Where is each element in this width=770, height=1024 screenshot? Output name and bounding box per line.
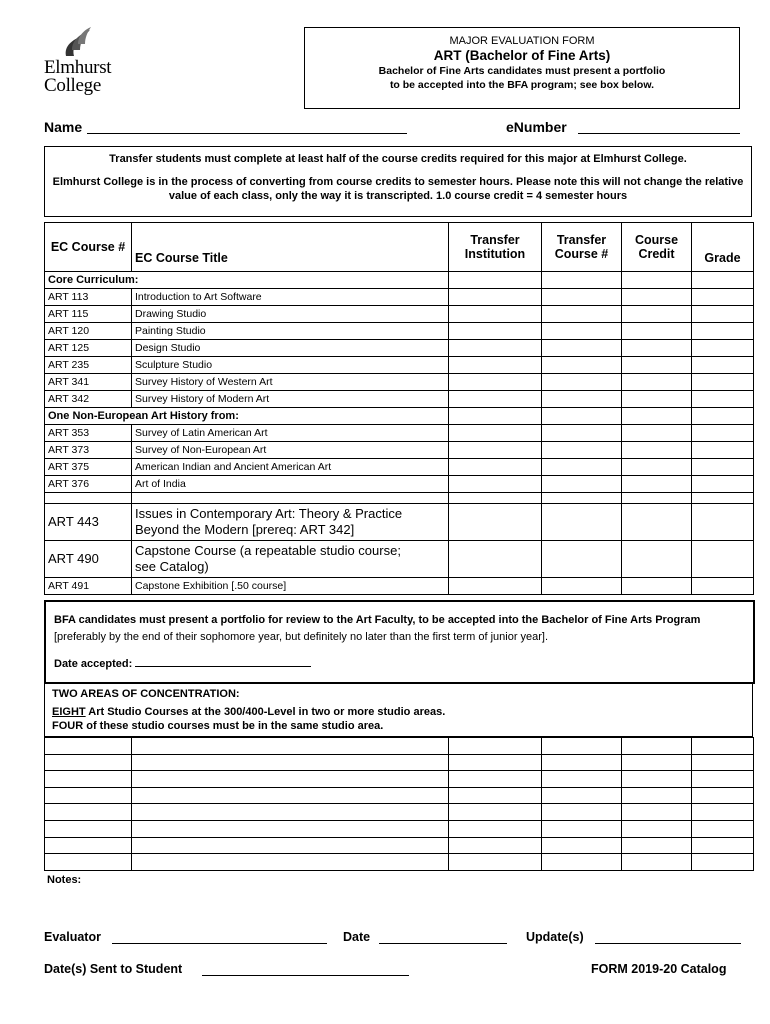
form-subtitle-line1: Bachelor of Fine Arts candidates must present a portfolio [378,65,666,77]
concentration-box [44,684,753,737]
concentration-eight: EIGHT [52,706,86,718]
cell-blank[interactable] [622,804,692,821]
section-label-noneuropean: One Non-European Art History from: [45,408,449,425]
transfer-course-cell[interactable] [542,391,622,408]
transfer-course-cell[interactable] [542,289,622,306]
course-title-line2: Beyond the Modern [prereq: ART 342] [135,522,355,537]
cell-blank[interactable] [45,754,132,771]
bfa-bold-text: BFA candidates must present a portfolio for review to the Art Faculty, to be accepted into the Bachelor of Fine Arts Program [54,614,701,626]
transfer-institution-cell[interactable] [449,541,542,578]
course-code: ART 125 [45,340,132,357]
cell-blank[interactable] [132,804,449,821]
section-row-noneuropean [45,408,754,425]
logo-word-college: College [44,75,101,96]
transfer-course-cell[interactable] [542,504,622,541]
evaluator-label: Evaluator [44,930,101,944]
course-title: Introduction to Art Software [132,289,449,306]
transfer-course-cell[interactable] [542,306,622,323]
course-code: ART 235 [45,357,132,374]
form-title-box [304,27,740,109]
cell-blank [132,493,449,504]
cell-blank[interactable] [449,854,542,871]
cell-blank[interactable] [45,771,132,788]
grade-cell[interactable] [692,391,754,408]
table-row [45,374,754,391]
course-title: Survey of Latin American Art [132,425,449,442]
course-code: ART 341 [45,374,132,391]
course-title: Survey History of Western Art [132,374,449,391]
grade-cell[interactable] [692,459,754,476]
table-row [45,787,754,804]
cell-blank[interactable] [622,493,692,504]
evaluator-field[interactable] [112,943,327,944]
course-title: Survey History of Modern Art [132,391,449,408]
cell-blank[interactable] [449,787,542,804]
cell-blank[interactable] [132,854,449,871]
header-grade: Grade [692,223,754,272]
date-accepted-label: Date accepted: [54,658,136,670]
course-title: Survey of Non-European Art [132,442,449,459]
cell-blank[interactable] [692,272,754,289]
cell-blank[interactable] [45,738,132,755]
table-row [45,820,754,837]
table-row [45,459,754,476]
cell-blank[interactable] [45,837,132,854]
cell-blank[interactable] [45,804,132,821]
updates-field[interactable] [595,943,741,944]
table-row [45,578,754,595]
transfer-notice-line2: Elmhurst College is in the process of converting from course credits to semester hours. Please note this will not change the relative value of each class, only the way it is transcripted. 1.0 course credit = 4 semester hours [52,176,744,202]
credit-cell[interactable] [622,357,692,374]
spacer-row [45,493,754,504]
course-title-line2: see Catalog) [135,559,209,574]
course-title [132,504,449,541]
cell-blank[interactable] [449,408,542,425]
cell-blank[interactable] [622,820,692,837]
table-row [45,804,754,821]
grade-cell[interactable] [692,340,754,357]
bfa-rest-text: [preferably by the end of their sophomore year, but definitely no later than the first term of junior year]. [54,631,549,643]
form-subtitle-line2: to be accepted into the BFA program; see box below. [389,79,655,91]
cell-blank[interactable] [449,820,542,837]
cell-blank[interactable] [622,837,692,854]
course-table [44,222,754,595]
credit-cell[interactable] [622,476,692,493]
course-title-line1: Capstone Course (a repeatable studio course; [135,543,401,558]
credit-cell[interactable] [622,391,692,408]
cell-blank[interactable] [449,493,542,504]
course-code: ART 120 [45,323,132,340]
table-row [45,771,754,788]
cell-blank[interactable] [542,493,622,504]
transfer-course-cell[interactable] [542,442,622,459]
concentration-line1-rest: Art Studio Courses at the 300/400-Level in two or more studio areas. [85,706,446,718]
table-row [45,289,754,306]
cell-blank[interactable] [692,771,754,788]
transfer-course-cell[interactable] [542,323,622,340]
cell-blank[interactable] [132,754,449,771]
grade-cell[interactable] [692,323,754,340]
date-accepted-row [54,655,745,673]
course-title-line1: Issues in Contemporary Art: Theory & Practice [135,506,403,521]
course-code: ART 490 [45,541,132,578]
cell-blank[interactable] [132,820,449,837]
credit-cell[interactable] [622,442,692,459]
grade-cell[interactable] [692,442,754,459]
cell-blank[interactable] [45,787,132,804]
transfer-institution-cell[interactable] [449,374,542,391]
credit-cell[interactable] [622,504,692,541]
course-code: ART 115 [45,306,132,323]
cell-blank[interactable] [542,272,622,289]
cell-blank[interactable] [622,771,692,788]
course-code: ART 443 [45,504,132,541]
table-row [45,357,754,374]
cell-blank[interactable] [542,804,622,821]
course-title: American Indian and Ancient American Art [132,459,449,476]
date-sent-field[interactable] [202,975,409,976]
transfer-institution-cell[interactable] [449,357,542,374]
grade-cell[interactable] [692,578,754,595]
cell-blank[interactable] [692,754,754,771]
name-field[interactable] [87,133,407,134]
table-row [45,854,754,871]
table-row [45,476,754,493]
concentration-line2: FOUR of these studio courses must be in the same studio area. [52,720,384,732]
cell-blank[interactable] [542,754,622,771]
date-accepted-field[interactable] [135,655,311,667]
transfer-institution-cell[interactable] [449,289,542,306]
header-transfer-course: Transfer Course # [542,223,622,272]
course-code: ART 113 [45,289,132,306]
cell-blank[interactable] [692,804,754,821]
transfer-notice-line1: Transfer students must complete at least half of the course credits required for this major at Elmhurst College. [109,153,687,165]
course-title: Design Studio [132,340,449,357]
transfer-course-cell[interactable] [542,476,622,493]
transfer-institution-cell[interactable] [449,442,542,459]
transfer-course-cell[interactable] [542,425,622,442]
cell-blank[interactable] [622,787,692,804]
notes-label: Notes: [47,874,82,886]
credit-cell[interactable] [622,374,692,391]
table-row [45,323,754,340]
form-label: MAJOR EVALUATION FORM [449,35,595,47]
transfer-institution-cell[interactable] [449,340,542,357]
course-title: Capstone Exhibition [.50 course] [132,578,449,595]
credit-cell[interactable] [622,541,692,578]
table-row [45,837,754,854]
header-transfer-institution: Transfer Institution [449,223,542,272]
form-id: FORM 2019-20 Catalog [591,962,727,976]
name-label: Name [44,119,83,135]
transfer-institution-cell[interactable] [449,476,542,493]
course-code: ART 353 [45,425,132,442]
cell-blank[interactable] [542,837,622,854]
transfer-institution-cell[interactable] [449,425,542,442]
course-code: ART 375 [45,459,132,476]
course-title: Painting Studio [132,323,449,340]
table-row [45,391,754,408]
cell-blank[interactable] [132,787,449,804]
logo-word-elmhurst: Elmhurst [44,57,112,78]
cell-blank[interactable] [692,738,754,755]
table-row [45,754,754,771]
date-label: Date [343,930,371,944]
elmhurst-leaf-logo-icon [60,26,92,60]
college-logo [44,26,144,98]
course-title: Art of India [132,476,449,493]
cell-blank[interactable] [542,738,622,755]
updates-label: Update(s) [526,930,584,944]
cell-blank[interactable] [622,408,692,425]
table-header-row [45,223,754,272]
credit-cell[interactable] [622,578,692,595]
grade-cell[interactable] [692,476,754,493]
cell-blank[interactable] [542,408,622,425]
cell-blank[interactable] [449,754,542,771]
bfa-text [54,612,745,646]
transfer-institution-cell[interactable] [449,578,542,595]
grade-cell[interactable] [692,541,754,578]
concentration-table [44,737,754,871]
transfer-course-cell[interactable] [542,459,622,476]
header-course-credit: Course Credit [622,223,692,272]
cell-blank[interactable] [132,771,449,788]
cell-blank[interactable] [45,820,132,837]
section-row-core [45,272,754,289]
cell-blank[interactable] [622,272,692,289]
grade-cell[interactable] [692,425,754,442]
credit-cell[interactable] [622,289,692,306]
table-row [45,504,754,541]
enumber-field[interactable] [578,133,740,134]
cell-blank[interactable] [132,738,449,755]
header-ec-course: EC Course # [45,223,132,272]
enumber-label: eNumber [506,119,567,135]
concentration-heading: TWO AREAS OF CONCENTRATION: [52,688,240,700]
course-title: Sculpture Studio [132,357,449,374]
grade-cell[interactable] [692,306,754,323]
cell-blank[interactable] [622,738,692,755]
cell-blank[interactable] [622,754,692,771]
transfer-institution-cell[interactable] [449,306,542,323]
header-ec-title: EC Course Title [132,223,449,272]
table-row [45,306,754,323]
grade-cell[interactable] [692,374,754,391]
credit-cell[interactable] [622,306,692,323]
cell-blank[interactable] [692,854,754,871]
course-code: ART 491 [45,578,132,595]
course-code: ART 342 [45,391,132,408]
transfer-institution-cell[interactable] [449,323,542,340]
transfer-course-cell[interactable] [542,340,622,357]
date-sent-label: Date(s) Sent to Student [44,962,183,976]
cell-blank[interactable] [692,787,754,804]
cell-blank[interactable] [622,854,692,871]
bfa-portfolio-box [44,600,755,684]
table-row [45,541,754,578]
cell-blank[interactable] [449,272,542,289]
table-row [45,738,754,755]
cell-blank[interactable] [542,771,622,788]
cell-blank[interactable] [542,854,622,871]
course-title: Drawing Studio [132,306,449,323]
cell-blank[interactable] [692,837,754,854]
course-title [132,541,449,578]
credit-cell[interactable] [622,425,692,442]
table-row [45,442,754,459]
grade-cell[interactable] [692,289,754,306]
transfer-institution-cell[interactable] [449,504,542,541]
credit-cell[interactable] [622,340,692,357]
transfer-notice-box [44,146,752,217]
transfer-course-cell[interactable] [542,541,622,578]
cell-blank[interactable] [692,408,754,425]
section-label-core: Core Curriculum: [45,272,449,289]
cell-blank[interactable] [692,820,754,837]
cell-blank[interactable] [449,837,542,854]
concentration-line1 [52,705,752,719]
cell-blank[interactable] [45,854,132,871]
course-code: ART 373 [45,442,132,459]
cell-blank [45,493,132,504]
grade-cell[interactable] [692,504,754,541]
table-row [45,340,754,357]
cell-blank[interactable] [449,738,542,755]
cell-blank[interactable] [132,837,449,854]
credit-cell[interactable] [622,459,692,476]
cell-blank[interactable] [449,771,542,788]
date-field[interactable] [379,943,507,944]
grade-cell[interactable] [692,357,754,374]
transfer-institution-cell[interactable] [449,391,542,408]
cell-blank[interactable] [692,493,754,504]
form-title: ART (Bachelor of Fine Arts) [433,48,611,63]
cell-blank[interactable] [542,820,622,837]
course-code: ART 376 [45,476,132,493]
cell-blank[interactable] [449,804,542,821]
transfer-institution-cell[interactable] [449,459,542,476]
table-row [45,425,754,442]
cell-blank[interactable] [542,787,622,804]
transfer-course-cell[interactable] [542,357,622,374]
credit-cell[interactable] [622,323,692,340]
transfer-course-cell[interactable] [542,578,622,595]
transfer-course-cell[interactable] [542,374,622,391]
